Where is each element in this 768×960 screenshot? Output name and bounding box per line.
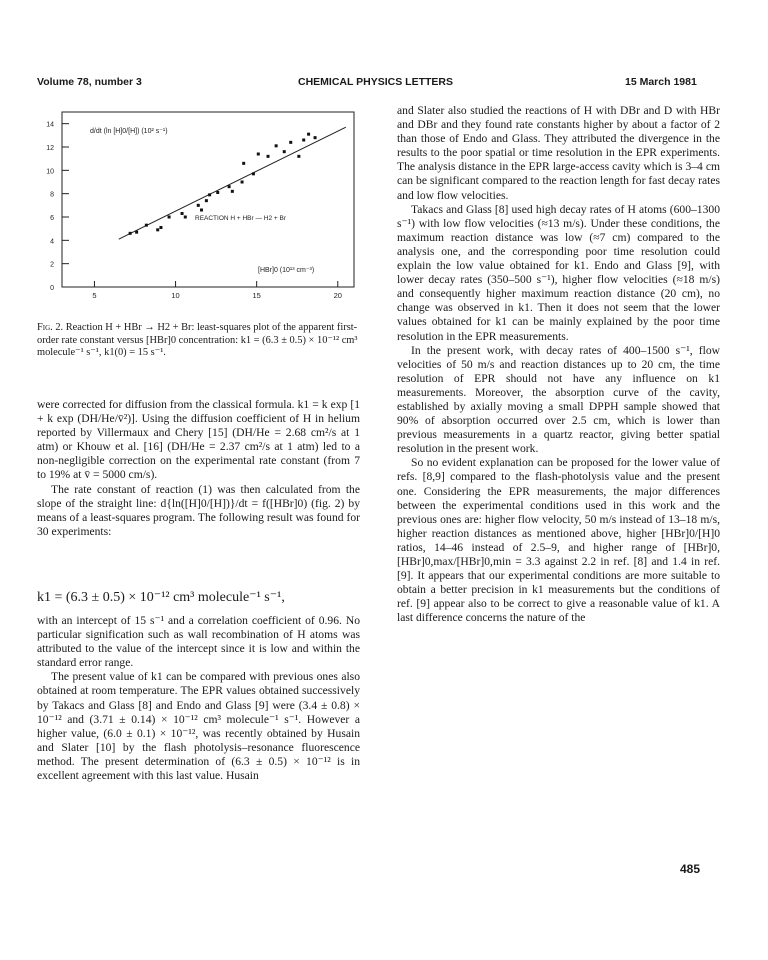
data-point — [197, 204, 200, 207]
y-axis-label: d/dt (ln [H]0/[H]) (10² s⁻¹) — [90, 128, 168, 135]
data-point — [307, 133, 310, 136]
data-point — [205, 199, 208, 202]
paragraph-husain-slater: and Slater also studied the reactions of H with DBr and D with HBr and DBr and they found rate constants higher by about a factor of 2 than those of Endo and Glass. They attributed the divergence in the results to the poor spatial or time resolution in the EPR experiments. The analysis distance in the EPR large-access cavity which is 3–4 cm can be significant compared to the reaction length for fast decay rates and low flow velocities. — [397, 104, 720, 202]
paragraph-rate-constant: The rate constant of reaction (1) was then calculated from the slope of the straight line: d{ln([H]0/[H])}/dt = f([HBr]0) (fig. 2) by means of a least-squares program. The following result was found for 30 experiments: — [37, 482, 360, 538]
plot-frame — [62, 112, 354, 287]
y-tick-label: 10 — [46, 168, 54, 176]
data-point — [184, 216, 187, 219]
y-tick-label: 2 — [50, 261, 54, 269]
caption-lead: Fig. 2. — [37, 322, 64, 333]
caption-text: Reaction H + HBr → H2 + Br: least-squares plot of the apparent first-order rate constant versus [HBr]0 concentration: k1 = (6.3 ± 0.5) × 10⁻¹² cm³ molecule⁻¹ s⁻¹, k1(0) = 15 s⁻¹. — [37, 322, 358, 358]
data-point — [159, 226, 162, 229]
data-point — [242, 162, 245, 165]
data-point — [252, 172, 255, 175]
paragraph-diffusion: were corrected for diffusion from the classical formula. k1 = k exp [1 + k exp (DH/He/v̄²)]. Using the diffusion coefficient of H in helium reported by Villermaux and Chery [15] (DH/He = 2.68 cm²/s at 1 atm) or Khouw et al. [16] (DH/He = 2.37 cm²/s at 1 atm) led to a non-negligible correction on the experimental rate constant (from 7 to 19% at v̄ = 5000 cm/s). — [37, 398, 360, 482]
data-point — [135, 231, 138, 234]
paragraph-comparison: The present value of k1 can be compared with previous ones also obtained at room temperature. The EPR values obtained successively by Takacs and Glass [8] and Endo and Glass [9] were (3.4 ± 0.8) × 10⁻¹² and (3.71 ± 0.14) × 10⁻¹² cm³ molecule⁻¹ s⁻¹. However a higher value, (6.0 ± 0.1) × 10⁻¹², was recently obtained by Husain and Slater [10] by the flash photolysis–resonance fluorescence method. The present determination of (6.3 ± 0.5) × 10⁻¹² is in excellent agreement with this last value. Husain — [37, 670, 360, 783]
data-point — [216, 191, 219, 194]
paragraph-intercept: with an intercept of 15 s⁻¹ and a correlation coefficient of 0.96. No particular signification such as wall recombination of H atoms was attributed to the value of the intercept since it is low and within the standard error range. — [37, 614, 360, 670]
left-column-lower — [37, 614, 360, 783]
y-tick-label: 0 — [50, 285, 54, 292]
figure-2-chart — [30, 100, 360, 305]
y-tick-label: 12 — [46, 145, 54, 152]
reaction-annotation: REACTION H + HBr — H2 + Br — [195, 215, 287, 222]
x-tick-label: 5 — [92, 291, 97, 300]
y-tick-label: 8 — [50, 191, 54, 199]
x-tick-label: 15 — [252, 291, 261, 300]
y-tick-label: 4 — [50, 238, 54, 246]
y-tick-label: 14 — [46, 121, 54, 129]
data-point — [156, 228, 159, 231]
y-axis — [46, 122, 69, 292]
issue-date: 15 March 1981 — [625, 76, 697, 88]
x-axis — [92, 281, 342, 300]
x-axis-label: [HBr]0 (10¹³ cm⁻³) — [258, 267, 315, 274]
volume-label: Volume 78, number 3 — [37, 76, 142, 88]
data-point — [257, 153, 260, 156]
data-point — [283, 150, 286, 153]
data-point — [302, 139, 305, 142]
figure-caption — [37, 322, 360, 360]
data-point — [267, 155, 270, 158]
left-column-upper — [37, 398, 360, 539]
data-point — [228, 185, 231, 188]
paragraph-conclusion: So no evident explanation can be proposed for the lower value of refs. [8,9] compared to the flash-photolysis value and the present one. Considering the EPR measurements, the major differences between the experimental conditions used in this work and the previous ones are: higher flow velocity, 50 m/s instead of 13–18 m/s, higher reaction distances as mentioned above, higher [HBr]0/[H]0 ratios, 14–46 instead of 2.5–9, and higher range of [HBr]0, [HBr]0,max/[HBr]0,min = 3.3 against 2.2 in ref. [8] and 1.4 in ref. [9]. It appears that our experimental conditions are more suitable to obtain a better precision in k1 measurements but the conditions of ref. [9] appear also to be correct to give a reasonable value of k1. A last difference concerns the nature of the — [397, 456, 720, 625]
data-point — [208, 193, 211, 196]
data-point — [314, 136, 317, 139]
right-column — [397, 104, 720, 625]
paragraph-takacs-glass: Takacs and Glass [8] used high decay rates of H atoms (600–1300 s⁻¹) with low flow velocities (≈13 m/s). Under these conditions, the maximum reaction distance was low (≈7 cm) compared to the analysis one, and the corresponding poor time resolution could explain the low value obtained for k1. Endo and Glass [9], with lower decay rates (350–500 s⁻¹), higher flow velocities (≈18 m/s) and consequently higher maximum reaction distance (20 cm), no change was observed in k1. Then it does not seem that the lower values obtained for k1 can be mainly explained by the poor time resolution in the EPR measurements. — [397, 202, 720, 343]
data-point — [181, 212, 184, 215]
y-tick-label: 6 — [50, 215, 54, 222]
x-tick-label: 10 — [171, 291, 180, 300]
data-point — [275, 144, 278, 147]
data-point — [200, 209, 203, 212]
data-point — [129, 232, 132, 235]
page-number: 485 — [679, 862, 700, 876]
rate-constant-formula: k1 = (6.3 ± 0.5) × 10⁻¹² cm³ molecule⁻¹ s⁻¹, — [37, 590, 285, 605]
data-point — [289, 141, 292, 144]
data-point — [297, 155, 300, 158]
data-point — [241, 181, 244, 184]
data-point — [231, 190, 234, 193]
data-point — [145, 224, 148, 227]
data-point — [168, 216, 171, 219]
x-tick-label: 20 — [333, 291, 342, 300]
journal-title: CHEMICAL PHYSICS LETTERS — [298, 76, 453, 88]
paragraph-present-work: In the present work, with decay rates of 400–1500 s⁻¹, flow velocities of 50 m/s and reaction distances up to 20 cm, the time resolution of EPR should not have any influence on k1 measurements. Moreover, the absorption curve of the cavity, established by axially moving a small DPPH sample showed that 90% of absorption occurred over 2.5 cm, which is lower than previous measurements in a quartz reactor, giving better spatial resolution in the present work. — [397, 343, 720, 456]
least-squares-fit-line — [119, 127, 346, 239]
